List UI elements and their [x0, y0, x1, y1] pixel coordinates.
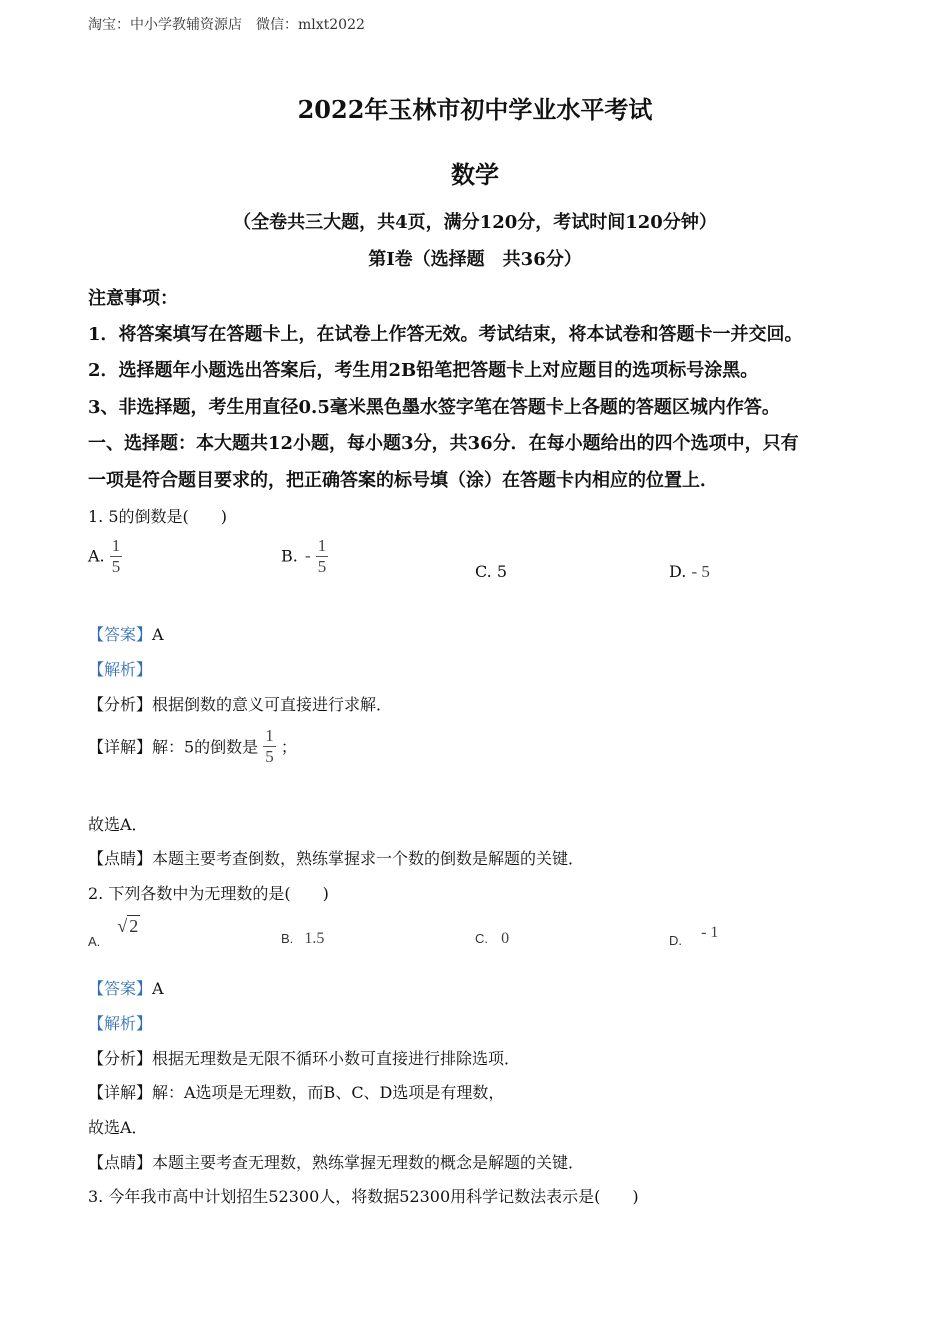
q1-option-b-sign: - [304, 546, 311, 566]
q1-xiangjie-numerator: 1 [265, 726, 274, 745]
exam-title: 2022年玉林市初中学业水平考试 [297, 95, 653, 124]
q1-option-a [88, 536, 122, 576]
q1-answer-tag: 【答案】 [88, 625, 153, 644]
q2-option-d-label: D. [669, 933, 682, 948]
q1-a-numerator: 1 [111, 536, 121, 555]
q2-analysis-tag: 【解析】 [88, 1014, 153, 1033]
q1-analysis-tag: 【解析】 [88, 660, 153, 679]
sqrt-icon: √ [117, 916, 128, 936]
q1-xiangjie-suffix: ； [280, 737, 297, 757]
q2-option-b-value: 1.5 [304, 930, 325, 947]
q1-xiangjie-prefix: 【详解】解：5的倒数是 [88, 737, 259, 757]
exam-info: （全卷共三大题，共4页，满分120分，考试时间120分钟） [233, 212, 717, 233]
q2-option-d [669, 922, 718, 948]
q1-stem: 1. 5的倒数是( ) [88, 507, 228, 526]
subject-title: 数学 [451, 160, 499, 189]
q2-option-c-value: 0 [501, 930, 510, 947]
q2-answer-value: A [152, 979, 164, 998]
q2-option-a-label: A. [88, 934, 101, 949]
note-item-1: 1．将答案填写在答题卡上，在试卷上作答无效。考试结束，将本试卷和答题卡一并交回。 [88, 324, 803, 345]
q1-option-b-fraction [316, 536, 329, 576]
q1-answer [88, 622, 164, 645]
q1-choose: 故选A． [88, 815, 148, 834]
q1-b-numerator: 1 [317, 536, 327, 555]
q1-option-c-label: C. [475, 562, 492, 581]
q1-b-denominator: 5 [317, 556, 327, 576]
q2-fenxi: 【分析】根据无理数是无限不循环小数可直接进行排除选项． [88, 1049, 521, 1068]
q1-option-c-value: 5 [496, 562, 508, 581]
q1-option-d-label: D. [669, 562, 687, 581]
q3-stem: 3. 今年我市高中计划招生52300人，将数据52300用科学记数法表示是( ) [88, 1187, 639, 1206]
q2-option-c [475, 928, 509, 948]
q2-option-a-radicand: 2 [129, 916, 139, 936]
q1-xiangjie-denominator: 5 [265, 746, 274, 766]
q2-dianjing: 【点睛】本题主要考查无理数，熟练掌握无理数的概念是解题的关键． [88, 1153, 585, 1172]
part-title: 第Ⅰ卷（选择题 共36分） [368, 249, 582, 270]
q1-option-a-label: A. [88, 546, 105, 566]
page-header: 淘宝：中小学教辅资源店 微信：mlxt2022 [88, 17, 365, 33]
q1-fenxi: 【分析】根据倒数的意义可直接进行求解． [88, 695, 393, 714]
q1-option-b-label: B. [281, 546, 298, 566]
q2-xiangjie: 【详解】解：A选项是无理数，而B、C、D选项是有理数， [88, 1083, 505, 1102]
q2-option-b-label: B. [281, 931, 294, 946]
section1-line1: 一、选择题：本大题共12小题，每小题3分，共36分．在每小题给出的四个选项中，只有 [88, 433, 799, 454]
q1-option-c [475, 562, 507, 581]
q2-option-a [88, 916, 140, 949]
q1-a-denominator: 5 [111, 556, 121, 576]
q2-choose: 故选A． [88, 1118, 148, 1137]
q1-option-d-value: - 5 [691, 562, 710, 581]
q1-option-b [281, 536, 328, 576]
q1-option-d [669, 562, 710, 582]
section1-line2: 一项是符合题目要求的，把正确答案的标号填（涂）在答题卡内相应的位置上． [88, 470, 718, 491]
q2-answer-tag: 【答案】 [88, 979, 153, 998]
q2-stem: 2. 下列各数中为无理数的是( ) [88, 884, 329, 903]
note-item-2: 2．选择题年小题选出答案后，考生用2B铅笔把答题卡上对应题目的选项标号涂黑。 [88, 360, 759, 381]
q2-option-b [281, 928, 324, 948]
q1-xiangjie [88, 726, 297, 766]
note-item-3: 3、非选择题，考生用直径0.5毫米黑色墨水签字笔在答题卡上各题的答题区城内作答。 [88, 397, 780, 418]
q1-dianjing: 【点睛】本题主要考查倒数，熟练掌握求一个数的倒数是解题的关键． [88, 849, 585, 868]
q2-option-a-sqrt [117, 916, 140, 936]
q2-answer [88, 976, 164, 999]
q2-option-c-label: C. [475, 931, 488, 946]
notes-heading: 注意事项： [88, 288, 178, 309]
q2-option-d-value: - 1 [701, 924, 719, 941]
q1-xiangjie-fraction [263, 726, 276, 766]
q1-answer-value: A [152, 625, 164, 644]
q1-option-a-fraction [110, 536, 123, 576]
